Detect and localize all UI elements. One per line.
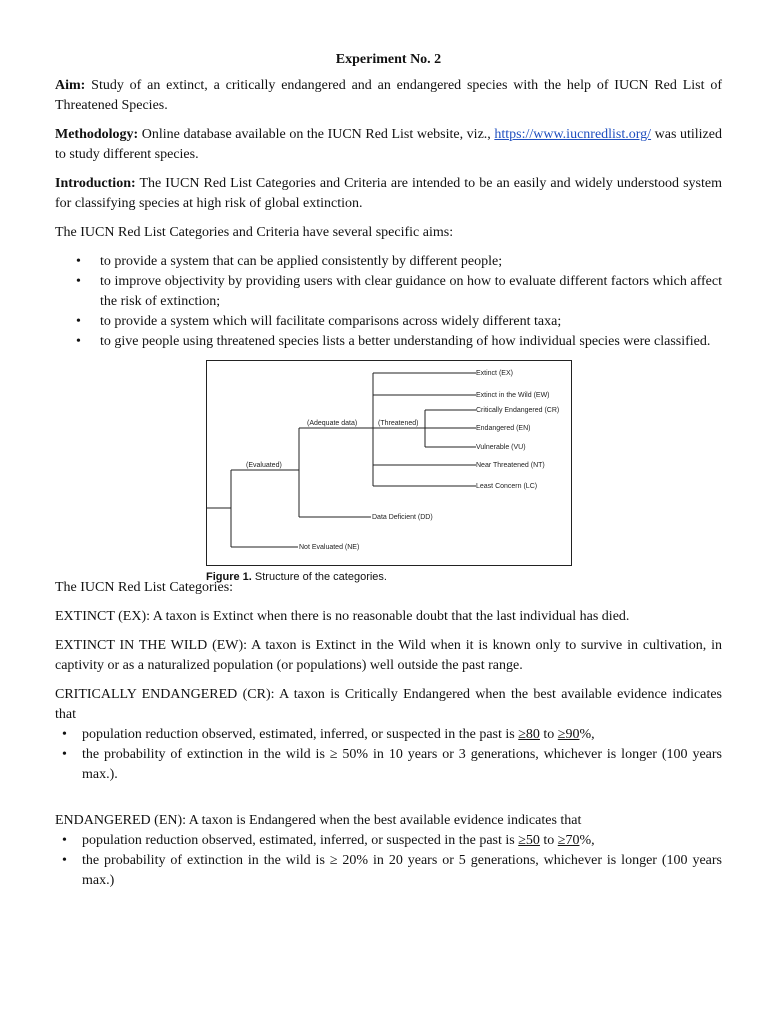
categories-heading: The IUCN Red List Categories: <box>55 580 234 595</box>
node-not-evaluated: Not Evaluated (NE) <box>299 544 360 551</box>
endangered-paragraph: ENDANGERED (EN): A taxon is Endangered when the best available evidence indicates that <box>55 813 582 828</box>
aims-intro: The IUCN Red List Categories and Criteria have several specific aims: <box>55 225 454 240</box>
list-item: • to provide a system which will facilitate comparisons across widely different taxa; <box>55 312 722 332</box>
criterion-text: population reduction observed, estimated, inferred, or suspected in the past is <box>82 727 519 742</box>
node-threatened: (Threatened) <box>378 420 419 427</box>
node-adequate-data: (Adequate data) <box>307 420 358 427</box>
list-item <box>55 725 722 745</box>
criterion-text: population reduction observed, estimated, inferred, or suspected in the past is <box>82 833 519 848</box>
aim-label: Aim: <box>55 78 86 93</box>
extinct-paragraph: EXTINCT (EX): A taxon is Extinct when there is no reasonable doubt that the last individual has died. <box>55 609 630 624</box>
criterion-text: %, <box>579 833 595 848</box>
introduction-label: Introduction: <box>55 176 136 191</box>
critically-endangered-paragraph: CRITICALLY ENDANGERED (CR): A taxon is Critically Endangered when the best available evidence indicates that <box>55 687 722 722</box>
critically-endangered-criteria <box>55 725 722 785</box>
criterion-text: to <box>539 727 558 742</box>
methodology-text: Online database available on the IUCN Red List website, viz., <box>138 127 495 142</box>
list-item: • to give people using threatened species lists a better understanding of how individual species were classified. <box>55 332 722 352</box>
node-vulnerable: Vulnerable (VU) <box>476 444 526 451</box>
methodology-text-after: was utilized to study different species. <box>55 127 722 162</box>
aim-text: Study of an extinct, a critically endangered and an endangered species with the help of IUCN Red List of Threatened Species. <box>55 78 722 113</box>
aim-paragraph <box>55 76 722 116</box>
criterion-text: to <box>539 833 558 848</box>
introduction-text: The IUCN Red List Categories and Criteria are intended to be an easily and widely understood system for classifying species at high risk of global extinction. <box>55 176 722 211</box>
node-near-threatened: Near Threatened (NT) <box>476 462 545 469</box>
endangered-criteria <box>55 831 722 891</box>
node-endangered: Endangered (EN) <box>476 425 531 432</box>
spacer <box>55 793 722 811</box>
node-evaluated: (Evaluated) <box>246 462 282 469</box>
node-least-concern: Least Concern (LC) <box>476 483 538 490</box>
criterion-value: ≥80 <box>518 727 540 742</box>
extinct-in-wild-paragraph: EXTINCT IN THE WILD (EW): A taxon is Extinct in the Wild when it is known only to survive in cultivation, in captivity or as a naturalized population (or populations) well outside the past range. <box>55 638 722 673</box>
list-item <box>55 831 722 851</box>
categories-tree-diagram <box>206 360 572 568</box>
criterion-value: ≥90 <box>557 727 580 742</box>
criterion-value: ≥70 <box>557 833 580 848</box>
iucn-link[interactable]: https://www.iucnredlist.org/ <box>494 127 652 142</box>
node-extinct: Extinct (EX) <box>476 370 513 377</box>
figure-caption-label: Figure 1. <box>206 571 252 583</box>
list-item: • to improve objectivity by providing users with clear guidance on how to evaluate different factors which affect the risk of extinction; <box>55 272 722 312</box>
aims-list <box>55 252 722 352</box>
node-extinct-in-wild: Extinct in the Wild (EW) <box>476 392 550 399</box>
criterion-value: ≥50 <box>518 833 540 848</box>
criterion-text: %, <box>579 727 595 742</box>
page-title: Experiment No. 2 <box>335 52 442 67</box>
document-page <box>55 50 722 899</box>
list-item: • the probability of extinction in the wild is ≥ 50% in 10 years or 3 generations, whichever is longer (100 years max.). <box>55 745 722 785</box>
methodology-paragraph <box>55 125 722 165</box>
methodology-label: Methodology: <box>55 127 139 142</box>
categories-figure <box>206 360 572 583</box>
list-item: • the probability of extinction in the wild is ≥ 20% in 20 years or 5 generations, whichever is longer (100 years max.) <box>55 851 722 891</box>
node-critically-endangered: Critically Endangered (CR) <box>476 407 560 414</box>
introduction-paragraph <box>55 174 722 214</box>
figure-caption <box>206 570 387 584</box>
node-data-deficient: Data Deficient (DD) <box>372 514 433 521</box>
figure-caption-text: Structure of the categories. <box>251 571 387 583</box>
list-item: • to provide a system that can be applied consistently by different people; <box>55 252 722 272</box>
